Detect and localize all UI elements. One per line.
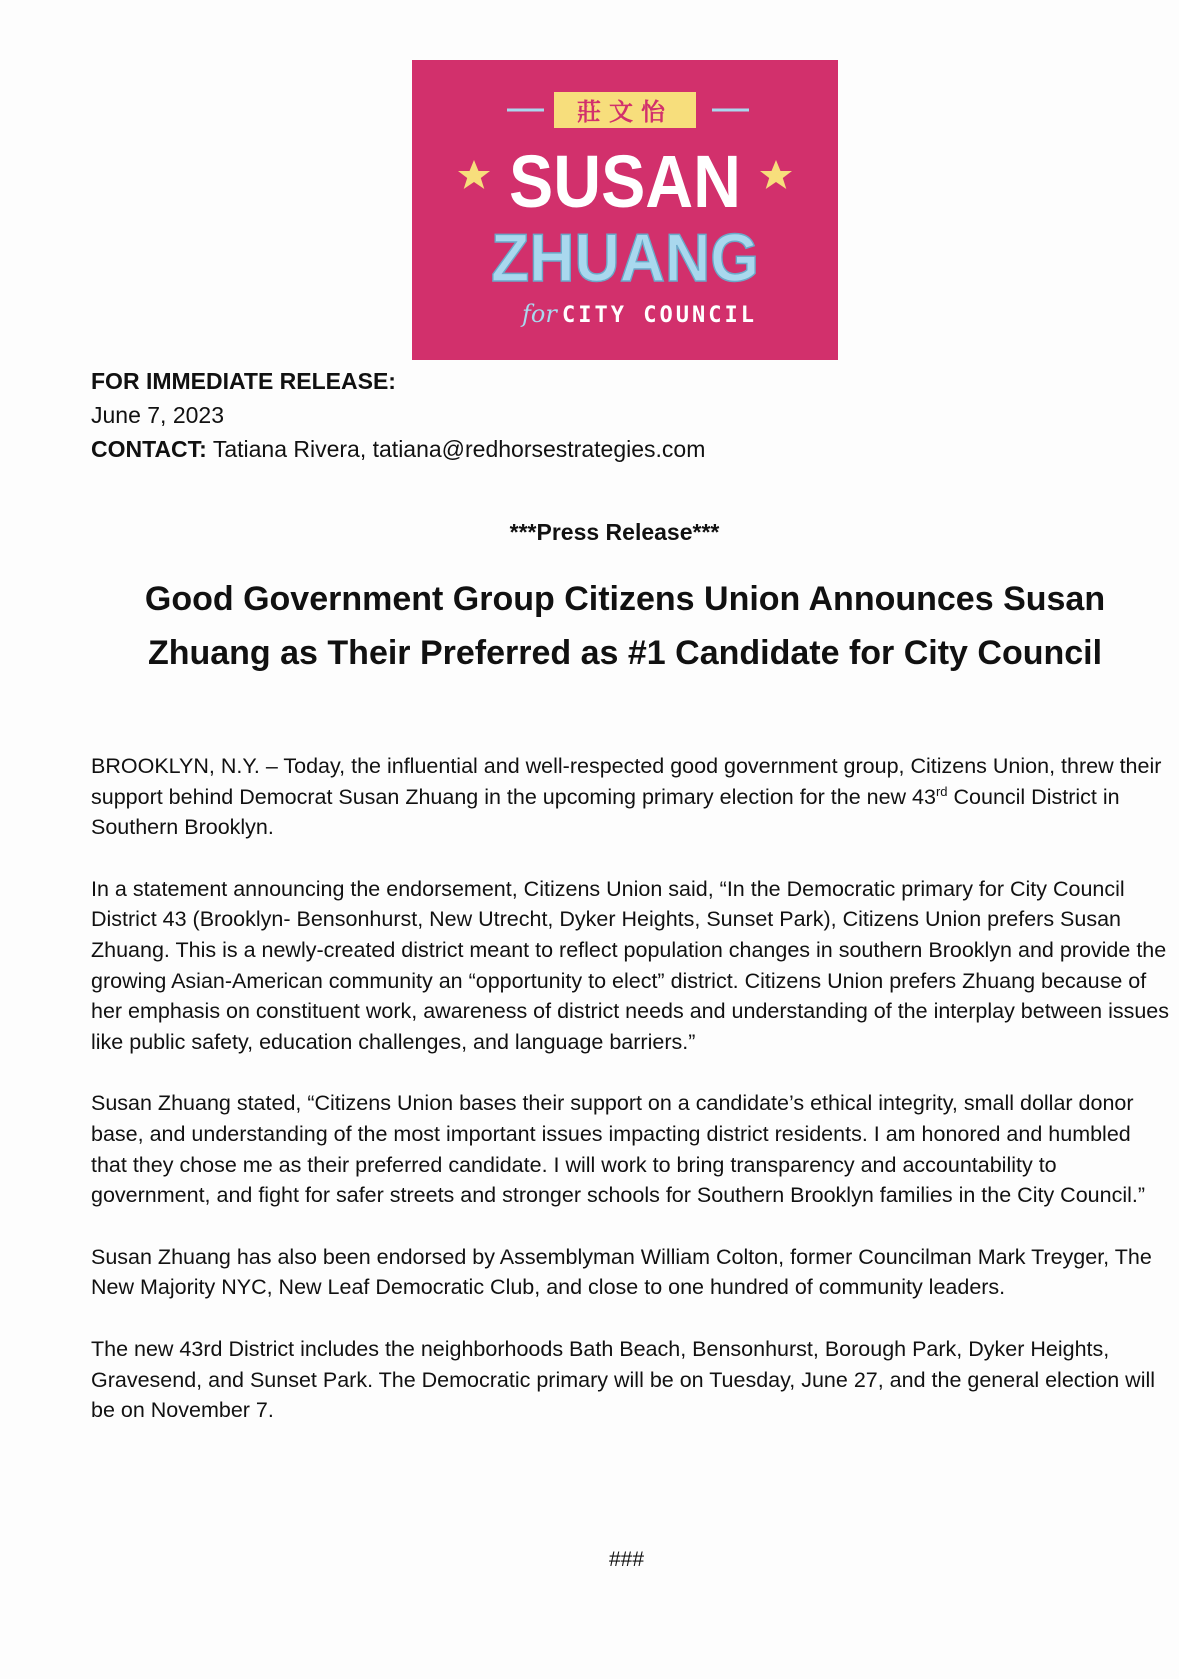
superscript-rd: rd	[935, 783, 948, 799]
paragraph-1-tail: Council District in Southern Brooklyn.	[91, 784, 1120, 840]
paragraph-1	[91, 751, 1171, 843]
paragraph-1-text: BROOKLYN, N.Y. – Today, the influential and well-respected good government group, Citizens Union, threw their support behind Democrat Susan Zhuang in the upcoming primary election for the new 43	[91, 754, 1162, 809]
paragraph-3: Susan Zhuang stated, “Citizens Union bases their support on a candidate’s ethical integrity, small dollar donor base, and understanding of the most important issues impacting district residents. I am honored and humbled that they chose me as their preferred candidate. I will work to bring transparency and accountability to government, and fight for safer streets and stronger schools for Southern Brooklyn families in the City Council.”	[91, 1091, 1146, 1208]
last-name: ZHUANG	[491, 220, 759, 296]
release-label: FOR IMMEDIATE RELEASE:	[91, 368, 396, 394]
press-release-tag: ***Press Release***	[509, 519, 720, 545]
star-left-icon	[458, 160, 490, 189]
contact-line	[91, 432, 705, 466]
headline	[90, 572, 1160, 680]
office-label: CITY COUNCIL	[562, 303, 757, 328]
paragraph-2: In a statement announcing the endorsement, Citizens Union said, “In the Democratic primary for City Council District 43 (Brooklyn- Bensonhurst, New Utrecht, Dyker Heights, Sunset Park), Citizens Union prefers Susan Zhuang. This is a newly-created district meant to reflect population changes in southern Brooklyn and provide the growing Asian-American community an “opportunity to elect” district. Citizens Union prefers Zhuang because of her emphasis on constituent work, awareness of district needs and understanding of the interplay between issues like public safety, education challenges, and language barriers.”	[91, 876, 1170, 1054]
end-mark: ###	[608, 1548, 645, 1571]
contact-value: Tatiana Rivera, tatiana@redhorsestrategies.com	[206, 436, 706, 462]
release-header	[91, 364, 705, 466]
campaign-logo	[412, 60, 838, 360]
headline-line-2: Zhuang as Their Preferred as #1 Candidate for City Council	[147, 634, 1103, 672]
campaign-logo-graphic	[412, 60, 838, 360]
paragraph-5: The new 43rd District includes the neighborhoods Bath Beach, Bensonhurst, Borough Park, Dyker Heights, Gravesend, and Sunset Park. The Democratic primary will be on Tuesday, June 27, and the general election will be on November 7.	[91, 1336, 1156, 1423]
for-label: for	[522, 300, 557, 328]
press-body	[91, 751, 1171, 1457]
contact-label: CONTACT:	[91, 436, 207, 462]
star-right-icon	[760, 160, 792, 189]
headline-line-1: Good Government Group Citizens Union Announces Susan	[144, 580, 1106, 618]
release-date: June 7, 2023	[91, 402, 225, 428]
first-name: SUSAN	[509, 140, 741, 223]
paragraph-4: Susan Zhuang has also been endorsed by Assemblyman William Colton, former Councilman Mark Treyger, The New Majority NYC, New Leaf Democratic Club, and close to one hundred of community leaders.	[91, 1244, 1152, 1300]
chinese-name: 莊文怡	[577, 98, 673, 126]
